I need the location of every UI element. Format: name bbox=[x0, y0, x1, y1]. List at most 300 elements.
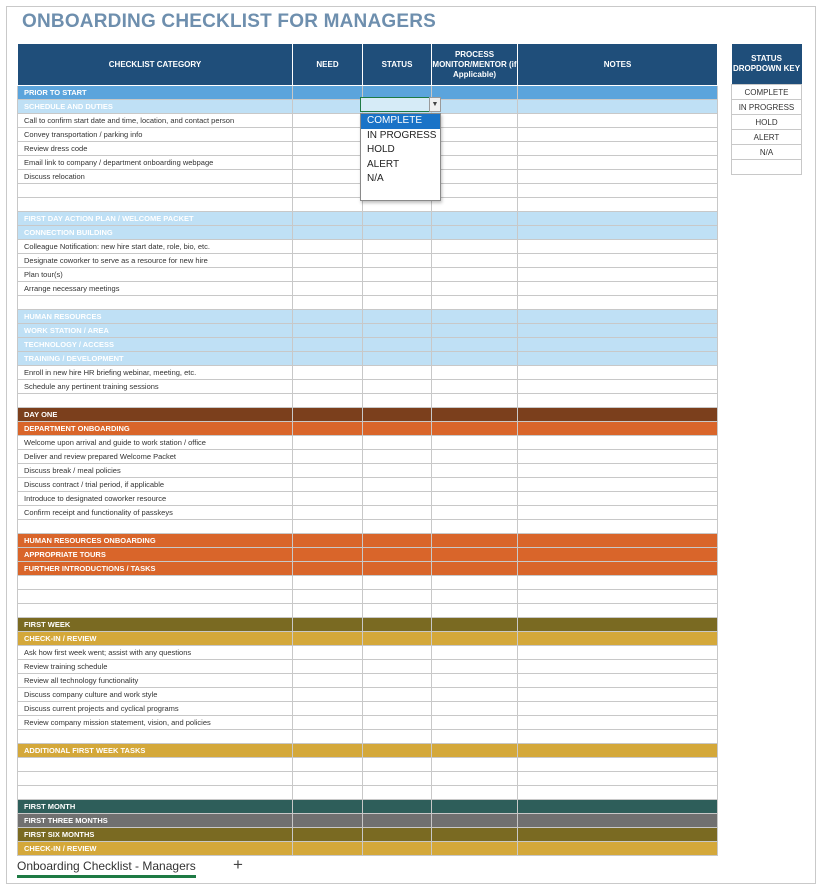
notes-cell[interactable] bbox=[518, 520, 718, 534]
add-sheet-icon[interactable]: + bbox=[233, 855, 243, 874]
process-cell[interactable] bbox=[432, 702, 518, 716]
need-cell[interactable] bbox=[293, 156, 363, 170]
need-cell[interactable] bbox=[293, 660, 363, 674]
need-cell[interactable] bbox=[293, 688, 363, 702]
need-cell[interactable] bbox=[293, 534, 363, 548]
status-cell[interactable] bbox=[363, 758, 432, 772]
category-cell[interactable]: Discuss contract / trial period, if applicable bbox=[18, 478, 293, 492]
category-cell[interactable]: CONNECTION BUILDING bbox=[18, 226, 293, 240]
status-cell[interactable] bbox=[363, 408, 432, 422]
category-cell[interactable] bbox=[18, 296, 293, 310]
status-cell[interactable] bbox=[363, 576, 432, 590]
category-cell[interactable] bbox=[18, 604, 293, 618]
section-row bbox=[18, 632, 718, 646]
process-cell[interactable] bbox=[432, 282, 518, 296]
dropdown-option[interactable]: IN PROGRESS bbox=[367, 129, 437, 141]
notes-cell[interactable] bbox=[518, 86, 718, 100]
category-cell[interactable] bbox=[18, 198, 293, 212]
process-cell[interactable] bbox=[432, 408, 518, 422]
process-cell[interactable] bbox=[432, 240, 518, 254]
need-cell[interactable] bbox=[293, 814, 363, 828]
process-cell[interactable] bbox=[432, 422, 518, 436]
page-title: ONBOARDING CHECKLIST FOR MANAGERS bbox=[22, 11, 437, 32]
category-cell[interactable]: Review company mission statement, vision, and policies bbox=[18, 716, 293, 730]
notes-cell[interactable] bbox=[518, 296, 718, 310]
status-cell[interactable] bbox=[363, 422, 432, 436]
task-row bbox=[18, 436, 718, 450]
notes-cell[interactable] bbox=[518, 744, 718, 758]
notes-cell[interactable] bbox=[518, 226, 718, 240]
notes-cell[interactable] bbox=[518, 394, 718, 408]
notes-cell[interactable] bbox=[518, 828, 718, 842]
notes-cell[interactable] bbox=[518, 688, 718, 702]
need-cell[interactable] bbox=[293, 296, 363, 310]
notes-cell[interactable] bbox=[518, 366, 718, 380]
process-cell[interactable] bbox=[432, 170, 518, 184]
category-cell[interactable]: APPROPRIATE TOURS bbox=[18, 548, 293, 562]
blank-row bbox=[18, 590, 718, 604]
status-cell[interactable] bbox=[363, 338, 432, 352]
header-status[interactable]: STATUS bbox=[363, 44, 432, 86]
notes-cell[interactable] bbox=[518, 310, 718, 324]
need-cell[interactable] bbox=[293, 198, 363, 212]
status-cell[interactable] bbox=[363, 562, 432, 576]
status-cell[interactable] bbox=[363, 296, 432, 310]
status-key-row bbox=[732, 100, 802, 115]
need-cell[interactable] bbox=[293, 366, 363, 380]
process-cell[interactable] bbox=[432, 100, 518, 114]
category-cell[interactable]: Review dress code bbox=[18, 142, 293, 156]
status-cell[interactable] bbox=[363, 716, 432, 730]
notes-cell[interactable] bbox=[518, 464, 718, 478]
status-cell[interactable] bbox=[363, 506, 432, 520]
need-cell[interactable] bbox=[293, 478, 363, 492]
category-cell[interactable]: FIRST MONTH bbox=[18, 800, 293, 814]
process-cell[interactable] bbox=[432, 338, 518, 352]
dropdown-option[interactable]: N/A bbox=[367, 173, 384, 184]
category-cell[interactable] bbox=[18, 394, 293, 408]
process-cell[interactable] bbox=[432, 828, 518, 842]
section-row bbox=[18, 352, 718, 366]
process-cell[interactable] bbox=[432, 744, 518, 758]
status-cell[interactable] bbox=[363, 226, 432, 240]
status-cell[interactable] bbox=[363, 604, 432, 618]
need-cell[interactable] bbox=[293, 646, 363, 660]
need-cell[interactable] bbox=[293, 632, 363, 646]
need-cell[interactable] bbox=[293, 730, 363, 744]
process-cell[interactable] bbox=[432, 492, 518, 506]
category-cell[interactable]: Designate coworker to serve as a resource for new hire bbox=[18, 254, 293, 268]
category-cell[interactable]: DEPARTMENT ONBOARDING bbox=[18, 422, 293, 436]
status-cell[interactable] bbox=[363, 548, 432, 562]
status-cell[interactable] bbox=[363, 464, 432, 478]
status-key-value: COMPLETE bbox=[732, 85, 802, 100]
category-cell[interactable]: Convey transportation / parking info bbox=[18, 128, 293, 142]
section-row bbox=[18, 562, 718, 576]
status-cell[interactable] bbox=[363, 450, 432, 464]
blank-row bbox=[18, 296, 718, 310]
process-cell[interactable] bbox=[432, 142, 518, 156]
need-cell[interactable] bbox=[293, 212, 363, 226]
need-cell[interactable] bbox=[293, 240, 363, 254]
need-cell[interactable] bbox=[293, 520, 363, 534]
category-cell[interactable]: PRIOR TO START bbox=[18, 86, 293, 100]
category-cell[interactable]: Arrange necessary meetings bbox=[18, 282, 293, 296]
process-cell[interactable] bbox=[432, 814, 518, 828]
need-cell[interactable] bbox=[293, 590, 363, 604]
process-cell[interactable] bbox=[432, 156, 518, 170]
notes-cell[interactable] bbox=[518, 506, 718, 520]
need-cell[interactable] bbox=[293, 506, 363, 520]
need-cell[interactable] bbox=[293, 604, 363, 618]
notes-cell[interactable] bbox=[518, 674, 718, 688]
need-cell[interactable] bbox=[293, 562, 363, 576]
status-cell[interactable] bbox=[363, 534, 432, 548]
notes-cell[interactable] bbox=[518, 618, 718, 632]
process-cell[interactable] bbox=[432, 576, 518, 590]
category-cell[interactable]: Review all technology functionality bbox=[18, 674, 293, 688]
category-cell[interactable]: Discuss relocation bbox=[18, 170, 293, 184]
need-cell[interactable] bbox=[293, 800, 363, 814]
category-cell[interactable]: FIRST THREE MONTHS bbox=[18, 814, 293, 828]
process-cell[interactable] bbox=[432, 310, 518, 324]
notes-cell[interactable] bbox=[518, 562, 718, 576]
category-cell[interactable]: Discuss company culture and work style bbox=[18, 688, 293, 702]
category-cell[interactable]: FIRST DAY ACTION PLAN / WELCOME PACKET bbox=[18, 212, 293, 226]
need-cell[interactable] bbox=[293, 142, 363, 156]
notes-cell[interactable] bbox=[518, 492, 718, 506]
status-cell[interactable] bbox=[363, 520, 432, 534]
need-cell[interactable] bbox=[293, 226, 363, 240]
notes-cell[interactable] bbox=[518, 268, 718, 282]
process-cell[interactable] bbox=[432, 758, 518, 772]
category-cell[interactable]: Ask how first week went; assist with any questions bbox=[18, 646, 293, 660]
notes-cell[interactable] bbox=[518, 352, 718, 366]
notes-cell[interactable] bbox=[518, 156, 718, 170]
notes-cell[interactable] bbox=[518, 380, 718, 394]
status-cell[interactable] bbox=[363, 618, 432, 632]
category-cell[interactable] bbox=[18, 576, 293, 590]
process-cell[interactable] bbox=[432, 254, 518, 268]
need-cell[interactable] bbox=[293, 310, 363, 324]
category-cell[interactable]: Deliver and review prepared Welcome Packet bbox=[18, 450, 293, 464]
status-cell[interactable] bbox=[363, 492, 432, 506]
need-cell[interactable] bbox=[293, 254, 363, 268]
need-cell[interactable] bbox=[293, 86, 363, 100]
need-cell[interactable] bbox=[293, 128, 363, 142]
category-cell[interactable]: Discuss break / meal policies bbox=[18, 464, 293, 478]
process-cell[interactable] bbox=[432, 786, 518, 800]
status-cell[interactable] bbox=[363, 814, 432, 828]
category-cell[interactable] bbox=[18, 772, 293, 786]
status-cell[interactable] bbox=[363, 212, 432, 226]
need-cell[interactable] bbox=[293, 744, 363, 758]
process-cell[interactable] bbox=[432, 772, 518, 786]
task-row bbox=[18, 646, 718, 660]
dropdown-option[interactable]: ALERT bbox=[367, 158, 400, 170]
need-cell[interactable] bbox=[293, 772, 363, 786]
process-cell[interactable] bbox=[432, 184, 518, 198]
process-cell[interactable] bbox=[432, 478, 518, 492]
need-cell[interactable] bbox=[293, 618, 363, 632]
category-cell[interactable]: SCHEDULE AND DUTIES bbox=[18, 100, 293, 114]
header-process-monitor[interactable]: PROCESS MONITOR/MENTOR (if Applicable) bbox=[432, 44, 518, 86]
category-cell[interactable]: Confirm receipt and functionality of passkeys bbox=[18, 506, 293, 520]
process-cell[interactable] bbox=[432, 618, 518, 632]
status-cell[interactable] bbox=[363, 310, 432, 324]
section-row bbox=[18, 310, 718, 324]
status-cell[interactable] bbox=[363, 800, 432, 814]
notes-cell[interactable] bbox=[518, 758, 718, 772]
category-cell[interactable]: Welcome upon arrival and guide to work station / office bbox=[18, 436, 293, 450]
process-cell[interactable] bbox=[432, 674, 518, 688]
category-cell[interactable]: Plan tour(s) bbox=[18, 268, 293, 282]
category-cell[interactable]: FIRST WEEK bbox=[18, 618, 293, 632]
process-cell[interactable] bbox=[432, 506, 518, 520]
process-cell[interactable] bbox=[432, 436, 518, 450]
notes-cell[interactable] bbox=[518, 282, 718, 296]
status-cell[interactable] bbox=[363, 772, 432, 786]
notes-cell[interactable] bbox=[518, 604, 718, 618]
status-cell[interactable] bbox=[363, 828, 432, 842]
category-cell[interactable]: ADDITIONAL FIRST WEEK TASKS bbox=[18, 744, 293, 758]
process-cell[interactable] bbox=[432, 352, 518, 366]
process-cell[interactable] bbox=[432, 268, 518, 282]
process-cell[interactable] bbox=[432, 450, 518, 464]
category-cell[interactable]: Review training schedule bbox=[18, 660, 293, 674]
need-cell[interactable] bbox=[293, 758, 363, 772]
section-row bbox=[18, 338, 718, 352]
notes-cell[interactable] bbox=[518, 184, 718, 198]
process-cell[interactable] bbox=[432, 632, 518, 646]
status-cell[interactable] bbox=[363, 842, 432, 856]
need-cell[interactable] bbox=[293, 100, 363, 114]
notes-cell[interactable] bbox=[518, 128, 718, 142]
status-key-row bbox=[732, 130, 802, 145]
notes-cell[interactable] bbox=[518, 142, 718, 156]
header-notes[interactable]: NOTES bbox=[518, 44, 718, 86]
need-cell[interactable] bbox=[293, 548, 363, 562]
process-cell[interactable] bbox=[432, 688, 518, 702]
process-cell[interactable] bbox=[432, 604, 518, 618]
status-cell[interactable] bbox=[363, 786, 432, 800]
notes-cell[interactable] bbox=[518, 450, 718, 464]
header-category[interactable]: CHECKLIST CATEGORY bbox=[18, 44, 293, 86]
process-cell[interactable] bbox=[432, 842, 518, 856]
process-cell[interactable] bbox=[432, 562, 518, 576]
category-cell[interactable]: CHECK-IN / REVIEW bbox=[18, 842, 293, 856]
notes-cell[interactable] bbox=[518, 100, 718, 114]
status-key-value: IN PROGRESS bbox=[732, 100, 802, 115]
process-cell[interactable] bbox=[432, 646, 518, 660]
status-cell[interactable] bbox=[363, 688, 432, 702]
task-row bbox=[18, 702, 718, 716]
status-cell[interactable] bbox=[363, 394, 432, 408]
status-cell[interactable] bbox=[363, 436, 432, 450]
status-cell[interactable] bbox=[363, 674, 432, 688]
notes-cell[interactable] bbox=[518, 198, 718, 212]
process-cell[interactable] bbox=[432, 730, 518, 744]
need-cell[interactable] bbox=[293, 842, 363, 856]
status-cell[interactable] bbox=[363, 590, 432, 604]
status-key-row bbox=[732, 115, 802, 130]
status-key-value: N/A bbox=[732, 145, 802, 160]
notes-cell[interactable] bbox=[518, 324, 718, 338]
category-cell[interactable] bbox=[18, 758, 293, 772]
need-cell[interactable] bbox=[293, 450, 363, 464]
category-cell[interactable]: Schedule any pertinent training sessions bbox=[18, 380, 293, 394]
header-need[interactable]: NEED bbox=[293, 44, 363, 86]
category-cell[interactable]: HUMAN RESOURCES bbox=[18, 310, 293, 324]
dropdown-option[interactable]: HOLD bbox=[367, 144, 395, 155]
category-cell[interactable]: Colleague Notification: new hire start date, role, bio, etc. bbox=[18, 240, 293, 254]
need-cell[interactable] bbox=[293, 702, 363, 716]
status-cell[interactable] bbox=[363, 646, 432, 660]
need-cell[interactable] bbox=[293, 716, 363, 730]
need-cell[interactable] bbox=[293, 268, 363, 282]
process-cell[interactable] bbox=[432, 114, 518, 128]
status-cell[interactable] bbox=[363, 254, 432, 268]
status-cell[interactable] bbox=[363, 352, 432, 366]
category-cell[interactable] bbox=[18, 184, 293, 198]
category-cell[interactable]: CHECK-IN / REVIEW bbox=[18, 632, 293, 646]
notes-cell[interactable] bbox=[518, 408, 718, 422]
status-cell[interactable] bbox=[363, 478, 432, 492]
need-cell[interactable] bbox=[293, 352, 363, 366]
process-cell[interactable] bbox=[432, 128, 518, 142]
need-cell[interactable] bbox=[293, 170, 363, 184]
need-cell[interactable] bbox=[293, 338, 363, 352]
category-cell[interactable]: FURTHER INTRODUCTIONS / TASKS bbox=[18, 562, 293, 576]
status-cell[interactable] bbox=[363, 366, 432, 380]
notes-cell[interactable] bbox=[518, 254, 718, 268]
need-cell[interactable] bbox=[293, 408, 363, 422]
need-cell[interactable] bbox=[293, 394, 363, 408]
notes-cell[interactable] bbox=[518, 660, 718, 674]
need-cell[interactable] bbox=[293, 674, 363, 688]
status-cell[interactable] bbox=[363, 702, 432, 716]
process-cell[interactable] bbox=[432, 548, 518, 562]
process-cell[interactable] bbox=[432, 212, 518, 226]
category-cell[interactable]: HUMAN RESOURCES ONBOARDING bbox=[18, 534, 293, 548]
category-cell[interactable]: Introduce to designated coworker resource bbox=[18, 492, 293, 506]
need-cell[interactable] bbox=[293, 436, 363, 450]
need-cell[interactable] bbox=[293, 114, 363, 128]
notes-cell[interactable] bbox=[518, 548, 718, 562]
notes-cell[interactable] bbox=[518, 842, 718, 856]
dropdown-option[interactable]: COMPLETE bbox=[361, 114, 440, 129]
section-row bbox=[18, 842, 718, 856]
process-cell[interactable] bbox=[432, 520, 518, 534]
process-cell[interactable] bbox=[432, 534, 518, 548]
category-cell[interactable]: TRAINING / DEVELOPMENT bbox=[18, 352, 293, 366]
need-cell[interactable] bbox=[293, 422, 363, 436]
category-cell[interactable]: WORK STATION / AREA bbox=[18, 324, 293, 338]
notes-cell[interactable] bbox=[518, 772, 718, 786]
need-cell[interactable] bbox=[293, 184, 363, 198]
status-cell[interactable] bbox=[363, 324, 432, 338]
notes-cell[interactable] bbox=[518, 716, 718, 730]
notes-cell[interactable] bbox=[518, 240, 718, 254]
status-cell[interactable] bbox=[363, 268, 432, 282]
chevron-down-icon[interactable]: ▼ bbox=[429, 97, 441, 112]
status-cell[interactable] bbox=[363, 660, 432, 674]
notes-cell[interactable] bbox=[518, 730, 718, 744]
category-cell[interactable] bbox=[18, 590, 293, 604]
process-cell[interactable] bbox=[432, 590, 518, 604]
notes-cell[interactable] bbox=[518, 478, 718, 492]
status-cell[interactable] bbox=[363, 240, 432, 254]
notes-cell[interactable] bbox=[518, 212, 718, 226]
category-cell[interactable]: Discuss current projects and cyclical programs bbox=[18, 702, 293, 716]
category-cell[interactable] bbox=[18, 786, 293, 800]
process-cell[interactable] bbox=[432, 800, 518, 814]
need-cell[interactable] bbox=[293, 464, 363, 478]
category-cell[interactable]: DAY ONE bbox=[18, 408, 293, 422]
category-cell[interactable]: FIRST SIX MONTHS bbox=[18, 828, 293, 842]
need-cell[interactable] bbox=[293, 282, 363, 296]
notes-cell[interactable] bbox=[518, 814, 718, 828]
notes-cell[interactable] bbox=[518, 338, 718, 352]
status-key-row bbox=[732, 160, 802, 175]
sheet-tab-onboarding[interactable]: Onboarding Checklist - Managers bbox=[17, 859, 196, 878]
need-cell[interactable] bbox=[293, 492, 363, 506]
notes-cell[interactable] bbox=[518, 786, 718, 800]
process-cell[interactable] bbox=[432, 660, 518, 674]
process-cell[interactable] bbox=[432, 296, 518, 310]
notes-cell[interactable] bbox=[518, 114, 718, 128]
category-cell[interactable]: Enroll in new hire HR briefing webinar, meeting, etc. bbox=[18, 366, 293, 380]
notes-cell[interactable] bbox=[518, 646, 718, 660]
notes-cell[interactable] bbox=[518, 702, 718, 716]
notes-cell[interactable] bbox=[518, 632, 718, 646]
need-cell[interactable] bbox=[293, 576, 363, 590]
notes-cell[interactable] bbox=[518, 436, 718, 450]
notes-cell[interactable] bbox=[518, 800, 718, 814]
process-cell[interactable] bbox=[432, 394, 518, 408]
need-cell[interactable] bbox=[293, 786, 363, 800]
need-cell[interactable] bbox=[293, 380, 363, 394]
category-cell[interactable]: Email link to company / department onboarding webpage bbox=[18, 156, 293, 170]
process-cell[interactable] bbox=[432, 366, 518, 380]
process-cell[interactable] bbox=[432, 380, 518, 394]
notes-cell[interactable] bbox=[518, 422, 718, 436]
notes-cell[interactable] bbox=[518, 534, 718, 548]
status-cell[interactable] bbox=[363, 632, 432, 646]
section-row bbox=[18, 828, 718, 842]
status-cell[interactable] bbox=[363, 744, 432, 758]
category-cell[interactable] bbox=[18, 730, 293, 744]
process-cell[interactable] bbox=[432, 198, 518, 212]
category-cell[interactable]: TECHNOLOGY / ACCESS bbox=[18, 338, 293, 352]
status-cell[interactable] bbox=[363, 380, 432, 394]
need-cell[interactable] bbox=[293, 324, 363, 338]
category-cell[interactable]: Call to confirm start date and time, location, and contact person bbox=[18, 114, 293, 128]
status-cell[interactable] bbox=[363, 730, 432, 744]
notes-cell[interactable] bbox=[518, 170, 718, 184]
process-cell[interactable] bbox=[432, 86, 518, 100]
status-dropdown-cell[interactable] bbox=[360, 97, 441, 112]
process-cell[interactable] bbox=[432, 324, 518, 338]
notes-cell[interactable] bbox=[518, 576, 718, 590]
process-cell[interactable] bbox=[432, 716, 518, 730]
need-cell[interactable] bbox=[293, 828, 363, 842]
status-cell[interactable] bbox=[363, 282, 432, 296]
notes-cell[interactable] bbox=[518, 590, 718, 604]
process-cell[interactable] bbox=[432, 226, 518, 240]
category-cell[interactable] bbox=[18, 520, 293, 534]
process-cell[interactable] bbox=[432, 464, 518, 478]
